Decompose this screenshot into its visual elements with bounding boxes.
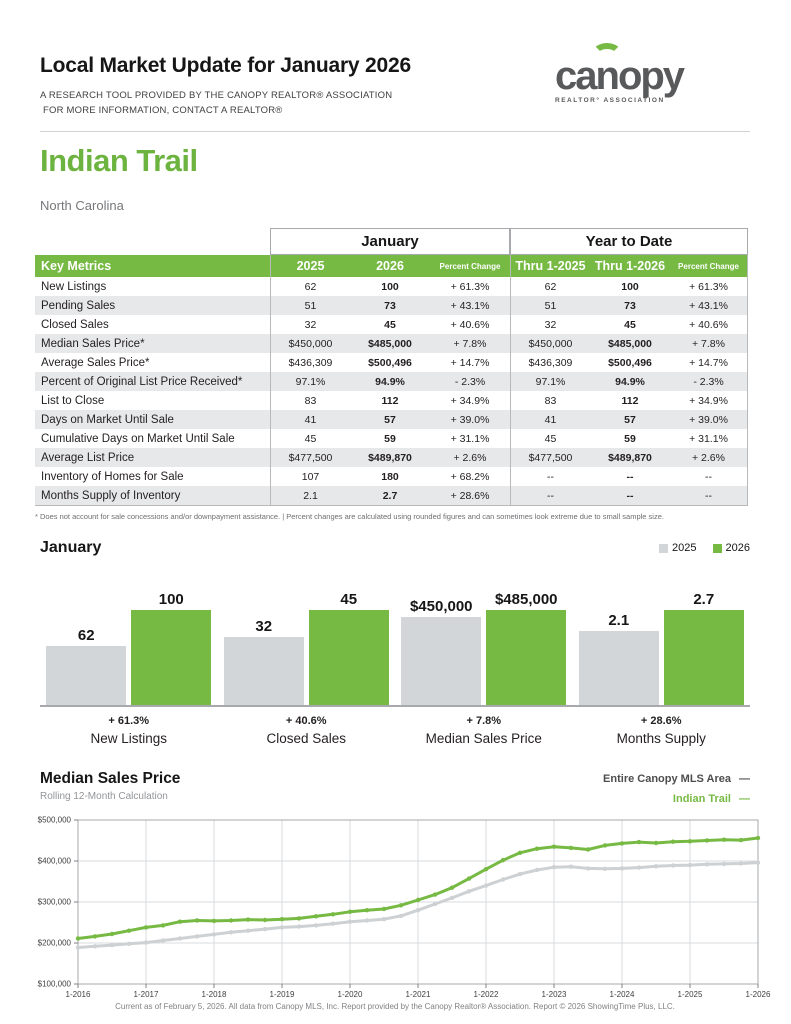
- bar-2025: [224, 618, 304, 705]
- ytd-2026-value: 112: [621, 394, 639, 407]
- series-point: [144, 940, 148, 944]
- table-row: [35, 372, 748, 391]
- series-point: [331, 922, 335, 926]
- series-point: [671, 863, 675, 867]
- bar-group-label: [395, 707, 573, 746]
- jan-2026-value: 57: [384, 413, 396, 426]
- series-point: [263, 918, 267, 922]
- location-name: Indian Trail: [40, 143, 198, 179]
- jan-2026-value: $500,496: [368, 356, 412, 369]
- legend-label: 2025: [672, 542, 697, 555]
- ytd-2025-value: --: [510, 467, 590, 486]
- table-row: [35, 296, 748, 315]
- ytd-percent-change: + 40.6%: [670, 315, 748, 334]
- series-point: [416, 898, 420, 902]
- series-point: [331, 912, 335, 916]
- bar-group-name: Months Supply: [616, 731, 706, 747]
- jan-2025-value: 83: [270, 391, 350, 410]
- canopy-logo: [555, 56, 750, 104]
- bar-value-label: 62: [77, 627, 95, 645]
- series-point: [229, 918, 233, 922]
- table-row: [35, 391, 748, 410]
- series-point: [603, 867, 607, 871]
- line-chart-plot: [30, 812, 790, 1002]
- series-point: [569, 846, 573, 850]
- line-legend-label: Indian Trail: [672, 793, 731, 806]
- ytd-2026-value: 59: [624, 432, 636, 445]
- series-point: [586, 866, 590, 870]
- bar-legend-item: [713, 542, 750, 554]
- report-page: [0, 54, 791, 1024]
- table-row: [35, 334, 748, 353]
- ytd-percent-change: --: [670, 467, 748, 486]
- page-title: Local Market Update for January 2026: [40, 54, 411, 77]
- header-subtitle: [40, 89, 411, 118]
- bar-legend-item: [659, 542, 696, 554]
- series-point: [705, 838, 709, 842]
- table-row: [35, 467, 748, 486]
- line-legend-item: [603, 790, 750, 810]
- y-axis-label: $300,000: [37, 897, 71, 907]
- table-row: [35, 429, 748, 448]
- bar-2025: [46, 627, 126, 705]
- series-point: [620, 866, 624, 870]
- series-point: [195, 934, 199, 938]
- jan-2025-value: 2.1: [270, 486, 350, 505]
- bar-group-percent-change: + 61.3%: [108, 715, 150, 728]
- table-row: [35, 315, 748, 334]
- metric-name: List to Close: [41, 394, 105, 407]
- series-point: [161, 923, 165, 927]
- series-point: [654, 864, 658, 868]
- series-point: [637, 840, 641, 844]
- bar-chart-plot: [40, 579, 750, 707]
- jan-percent-change: + 43.1%: [450, 299, 490, 312]
- series-point: [144, 925, 148, 929]
- x-axis-label: 1-2022: [473, 990, 499, 1000]
- series-point: [178, 936, 182, 940]
- series-point: [671, 840, 675, 844]
- metric-name: Pending Sales: [41, 299, 116, 312]
- series-point: [450, 896, 454, 900]
- ytd-2026-value: --: [626, 470, 634, 483]
- series-point: [382, 907, 386, 911]
- series-point: [739, 838, 743, 842]
- metric-name: Cumulative Days on Market Until Sale: [41, 432, 235, 445]
- bar-group-percent-change: + 28.6%: [640, 715, 682, 728]
- ytd-percent-change: + 43.1%: [670, 296, 748, 315]
- jan-2026-value: 100: [381, 280, 399, 293]
- bar-chart-group-labels: [40, 707, 750, 746]
- jan-2025-value: $436,309: [270, 353, 350, 372]
- canopy-arc-icon: [592, 43, 622, 65]
- report-footer: Current as of February 5, 2026. All data from Canopy MLS, Inc. Report provided by the Canopy Realtor® Association. Report © 2026 ShowingTime Plus, LLC.: [115, 1002, 675, 1012]
- series-point: [110, 943, 114, 947]
- jan-percent-change: + 68.2%: [450, 470, 490, 483]
- jan-2025-value: 51: [270, 296, 350, 315]
- metric-name: New Listings: [41, 280, 107, 293]
- bar-chart-legend: [659, 542, 750, 554]
- subtitle-line-1: A RESEARCH TOOL PROVIDED BY THE CANOPY REALTOR® ASSOCIATION: [40, 90, 393, 101]
- ytd-2025-value: 45: [510, 429, 590, 448]
- ytd-percent-change: + 2.6%: [670, 448, 748, 467]
- jan-2026-value: 45: [384, 318, 396, 331]
- series-point: [569, 865, 573, 869]
- series-point: [399, 903, 403, 907]
- median-price-line-chart-section: [37, 770, 771, 1002]
- series-point: [382, 917, 386, 921]
- series-point: [93, 934, 97, 938]
- bar-group-percent-change: + 40.6%: [285, 715, 327, 728]
- series-point: [127, 929, 131, 933]
- ytd-2026-value: $489,870: [608, 451, 652, 464]
- ytd-2026-value: 100: [621, 280, 639, 293]
- series-point: [280, 917, 284, 921]
- ytd-2025-value: 32: [510, 315, 590, 334]
- series-point: [212, 919, 216, 923]
- series-point: [739, 861, 743, 865]
- metrics-table-body: [35, 277, 748, 506]
- x-axis-label: 1-2023: [541, 990, 567, 1000]
- jan-percent-change: - 2.3%: [454, 375, 486, 388]
- bar-group-percent-change: + 7.8%: [466, 715, 502, 728]
- table-group-header-row: [35, 228, 748, 255]
- bar-2026: [309, 591, 389, 705]
- bar-value-label: 2.1: [608, 612, 630, 630]
- series-point: [433, 892, 437, 896]
- series-point: [297, 916, 301, 920]
- series-point: [603, 843, 607, 847]
- x-axis-label: 1-2024: [609, 990, 635, 1000]
- line-chart-subtitle: Rolling 12-Month Calculation: [40, 791, 168, 803]
- bar-chart-header: [40, 539, 750, 557]
- series-point: [722, 838, 726, 842]
- series-point: [518, 851, 522, 855]
- series-point: [756, 860, 760, 864]
- column-header-key-metrics: Key Metrics: [41, 259, 112, 274]
- series-point: [756, 836, 760, 840]
- jan-percent-change: + 28.6%: [450, 489, 490, 502]
- column-header-percent-change-ytd: Percent Change: [670, 255, 748, 277]
- subtitle-line-2: FOR MORE INFORMATION, CONTACT A REALTOR®: [43, 104, 283, 116]
- header-text-block: [40, 54, 411, 118]
- jan-percent-change: + 14.7%: [450, 356, 490, 369]
- series-point: [280, 925, 284, 929]
- series-point: [195, 918, 199, 922]
- jan-2026-value: 112: [381, 394, 399, 407]
- series-point: [654, 841, 658, 845]
- report-header: [40, 54, 750, 118]
- series-point: [722, 862, 726, 866]
- series-point: [552, 845, 556, 849]
- ytd-2026-value: 73: [624, 299, 636, 312]
- jan-2026-value: 94.9%: [375, 375, 405, 388]
- jan-2025-value: 32: [270, 315, 350, 334]
- jan-2026-value: 59: [384, 432, 396, 445]
- series-point: [161, 938, 165, 942]
- bar-group-name: Closed Sales: [266, 731, 347, 747]
- bar-2025: [579, 612, 659, 705]
- jan-2026-value: $489,870: [368, 451, 412, 464]
- table-row: [35, 277, 748, 296]
- bar-group-label: [573, 707, 751, 746]
- series-point: [450, 886, 454, 890]
- ytd-2025-value: $450,000: [510, 334, 590, 353]
- ytd-2025-value: 62: [510, 277, 590, 296]
- series-point: [637, 865, 641, 869]
- series-point: [518, 872, 522, 876]
- metric-name: Days on Market Until Sale: [41, 413, 174, 426]
- line-legend-dash-icon: —: [739, 793, 750, 806]
- logo-letter-n: [596, 56, 618, 96]
- bar-group-name: New Listings: [90, 731, 168, 747]
- series-point: [365, 908, 369, 912]
- y-axis-label: $500,000: [37, 815, 71, 825]
- metric-name: Months Supply of Inventory: [41, 489, 181, 502]
- jan-2026-value: 73: [384, 299, 396, 312]
- jan-percent-change: + 7.8%: [453, 337, 487, 350]
- column-header-2026: 2026: [376, 259, 404, 274]
- bar-2026: [486, 591, 566, 705]
- table-footnote: * Does not account for sale concessions and/or downpayment assistance. | Percent changes are calculated using rounded figures and can sometimes look extreme due to small sample size.: [35, 512, 664, 522]
- series-point: [229, 930, 233, 934]
- series-point: [178, 920, 182, 924]
- bar-2025: [401, 598, 481, 705]
- series-point: [501, 858, 505, 862]
- x-axis-label: 1-2026: [745, 990, 771, 1000]
- ytd-2026-value: $500,496: [608, 356, 652, 369]
- table-row: [35, 448, 748, 467]
- table-row: [35, 486, 748, 505]
- jan-percent-change: + 40.6%: [450, 318, 490, 331]
- x-axis-label: 1-2025: [677, 990, 703, 1000]
- legend-swatch-icon: [713, 544, 722, 553]
- y-axis-label: $400,000: [37, 856, 71, 866]
- ytd-2025-value: --: [510, 486, 590, 505]
- ytd-2026-value: 94.9%: [615, 375, 645, 388]
- ytd-percent-change: + 34.9%: [670, 391, 748, 410]
- line-chart-header: [40, 770, 750, 810]
- series-point: [467, 876, 471, 880]
- series-point: [535, 847, 539, 851]
- key-metrics-table: [35, 228, 748, 506]
- x-axis-label: 1-2019: [269, 990, 295, 1000]
- ytd-2026-value: 45: [624, 318, 636, 331]
- bar-group-label: [40, 707, 218, 746]
- series-point: [246, 917, 250, 921]
- series-point: [246, 929, 250, 933]
- logo-text-n: n: [595, 54, 618, 98]
- jan-2025-value: $477,500: [270, 448, 350, 467]
- metric-name: Percent of Original List Price Received*: [41, 375, 243, 388]
- metric-name: Average Sales Price*: [41, 356, 150, 369]
- series-point: [586, 847, 590, 851]
- ytd-percent-change: + 61.3%: [670, 277, 748, 296]
- logo-text-left: ca: [555, 54, 596, 98]
- ytd-2026-value: 57: [624, 413, 636, 426]
- series-point: [263, 927, 267, 931]
- ytd-2025-value: $477,500: [510, 448, 590, 467]
- jan-2025-value: 45: [270, 429, 350, 448]
- jan-percent-change: + 61.3%: [450, 280, 490, 293]
- series-point: [484, 883, 488, 887]
- canopy-logo-tagline: REALTOR° ASSOCIATION: [555, 97, 665, 104]
- series-point: [348, 920, 352, 924]
- line-chart-title-block: [40, 770, 180, 802]
- bar-group-name: Median Sales Price: [425, 731, 542, 747]
- bar-2026: [131, 591, 211, 705]
- x-axis-label: 1-2018: [201, 990, 227, 1000]
- ytd-percent-change: - 2.3%: [670, 372, 748, 391]
- series-point: [484, 867, 488, 871]
- jan-percent-change: + 31.1%: [450, 432, 490, 445]
- jan-2026-value: 180: [381, 470, 399, 483]
- group-header-january: January: [270, 228, 510, 255]
- series-point: [433, 902, 437, 906]
- bar-group-label: [218, 707, 396, 746]
- metric-name: Median Sales Price*: [41, 337, 145, 350]
- jan-2025-value: 97.1%: [270, 372, 350, 391]
- logo-text-right: opy: [617, 54, 684, 98]
- ytd-2025-value: 51: [510, 296, 590, 315]
- metric-name: Closed Sales: [41, 318, 109, 331]
- metric-name: Average List Price: [41, 451, 135, 464]
- jan-percent-change: + 34.9%: [450, 394, 490, 407]
- column-header-thru-2025: Thru 1-2025: [510, 255, 590, 277]
- line-chart-title: Median Sales Price: [40, 770, 181, 788]
- table-column-header-row: [35, 255, 748, 277]
- header-divider: [40, 131, 750, 132]
- series-point: [76, 945, 80, 949]
- column-header-percent-change: Percent Change: [439, 261, 501, 271]
- series-point: [127, 942, 131, 946]
- series-point: [314, 923, 318, 927]
- bar-group: [218, 591, 396, 705]
- column-header-2025: 2025: [270, 255, 350, 277]
- metric-name: Inventory of Homes for Sale: [41, 470, 184, 483]
- bar-value-label: 2.7: [693, 591, 715, 609]
- ytd-percent-change: + 7.8%: [670, 334, 748, 353]
- table-row: [35, 353, 748, 372]
- line-legend-item: [603, 770, 750, 790]
- jan-2025-value: $450,000: [270, 334, 350, 353]
- x-axis-label: 1-2017: [133, 990, 159, 1000]
- series-point: [314, 914, 318, 918]
- y-axis-label: $100,000: [37, 979, 71, 989]
- series-point: [688, 839, 692, 843]
- ytd-2025-value: 83: [510, 391, 590, 410]
- bar-group: [395, 591, 573, 705]
- bar-value-label: 100: [158, 591, 184, 609]
- canopy-logo-wordmark: [555, 56, 750, 96]
- january-bar-chart-section: [40, 539, 750, 746]
- jan-percent-change: + 39.0%: [450, 413, 490, 426]
- jan-2025-value: 62: [270, 277, 350, 296]
- series-point: [688, 863, 692, 867]
- jan-2025-value: 107: [270, 467, 350, 486]
- bar-value-label: $450,000: [409, 598, 473, 616]
- series-point: [552, 865, 556, 869]
- line-legend-dash-icon: —: [739, 773, 750, 786]
- series-point: [535, 868, 539, 872]
- group-header-ytd: Year to Date: [510, 228, 748, 255]
- bar-value-label: 45: [340, 591, 358, 609]
- ytd-2025-value: 97.1%: [510, 372, 590, 391]
- location-state: North Carolina: [40, 198, 124, 214]
- jan-2025-value: 41: [270, 410, 350, 429]
- ytd-percent-change: + 39.0%: [670, 410, 748, 429]
- x-axis-label: 1-2021: [405, 990, 431, 1000]
- column-header-thru-2026: Thru 1-2026: [594, 259, 666, 274]
- bar-group: [40, 591, 218, 705]
- ytd-percent-change: + 31.1%: [670, 429, 748, 448]
- series-point: [416, 908, 420, 912]
- series-point: [297, 924, 301, 928]
- line-legend-label: Entire Canopy MLS Area: [603, 773, 731, 786]
- ytd-2026-value: $485,000: [608, 337, 652, 350]
- series-point: [365, 918, 369, 922]
- x-axis-label: 1-2020: [337, 990, 363, 1000]
- ytd-percent-change: --: [670, 486, 748, 505]
- ytd-2025-value: $436,309: [510, 353, 590, 372]
- bar-2026: [664, 591, 744, 705]
- line-chart-legend: [603, 770, 750, 810]
- series-point: [212, 932, 216, 936]
- jan-2026-value: 2.7: [382, 489, 398, 502]
- series-point: [705, 862, 709, 866]
- series-point: [348, 910, 352, 914]
- ytd-2025-value: 41: [510, 410, 590, 429]
- bar-value-label: 32: [255, 618, 273, 636]
- x-axis-label: 1-2016: [65, 990, 91, 1000]
- bar-chart-title: January: [40, 539, 102, 557]
- series-point: [399, 914, 403, 918]
- table-row: [35, 410, 748, 429]
- y-axis-label: $200,000: [37, 938, 71, 948]
- series-point: [110, 932, 114, 936]
- series-point: [467, 889, 471, 893]
- legend-label: 2026: [725, 542, 750, 555]
- ytd-percent-change: + 14.7%: [670, 353, 748, 372]
- bar-group: [573, 591, 751, 705]
- series-point: [93, 944, 97, 948]
- series-point: [501, 877, 505, 881]
- group-header-spacer: [35, 228, 270, 255]
- legend-swatch-icon: [659, 544, 668, 553]
- jan-2026-value: $485,000: [368, 337, 412, 350]
- jan-percent-change: + 2.6%: [453, 451, 487, 464]
- bar-value-label: $485,000: [494, 591, 558, 609]
- ytd-2026-value: --: [626, 489, 634, 502]
- series-point: [620, 841, 624, 845]
- series-point: [76, 936, 80, 940]
